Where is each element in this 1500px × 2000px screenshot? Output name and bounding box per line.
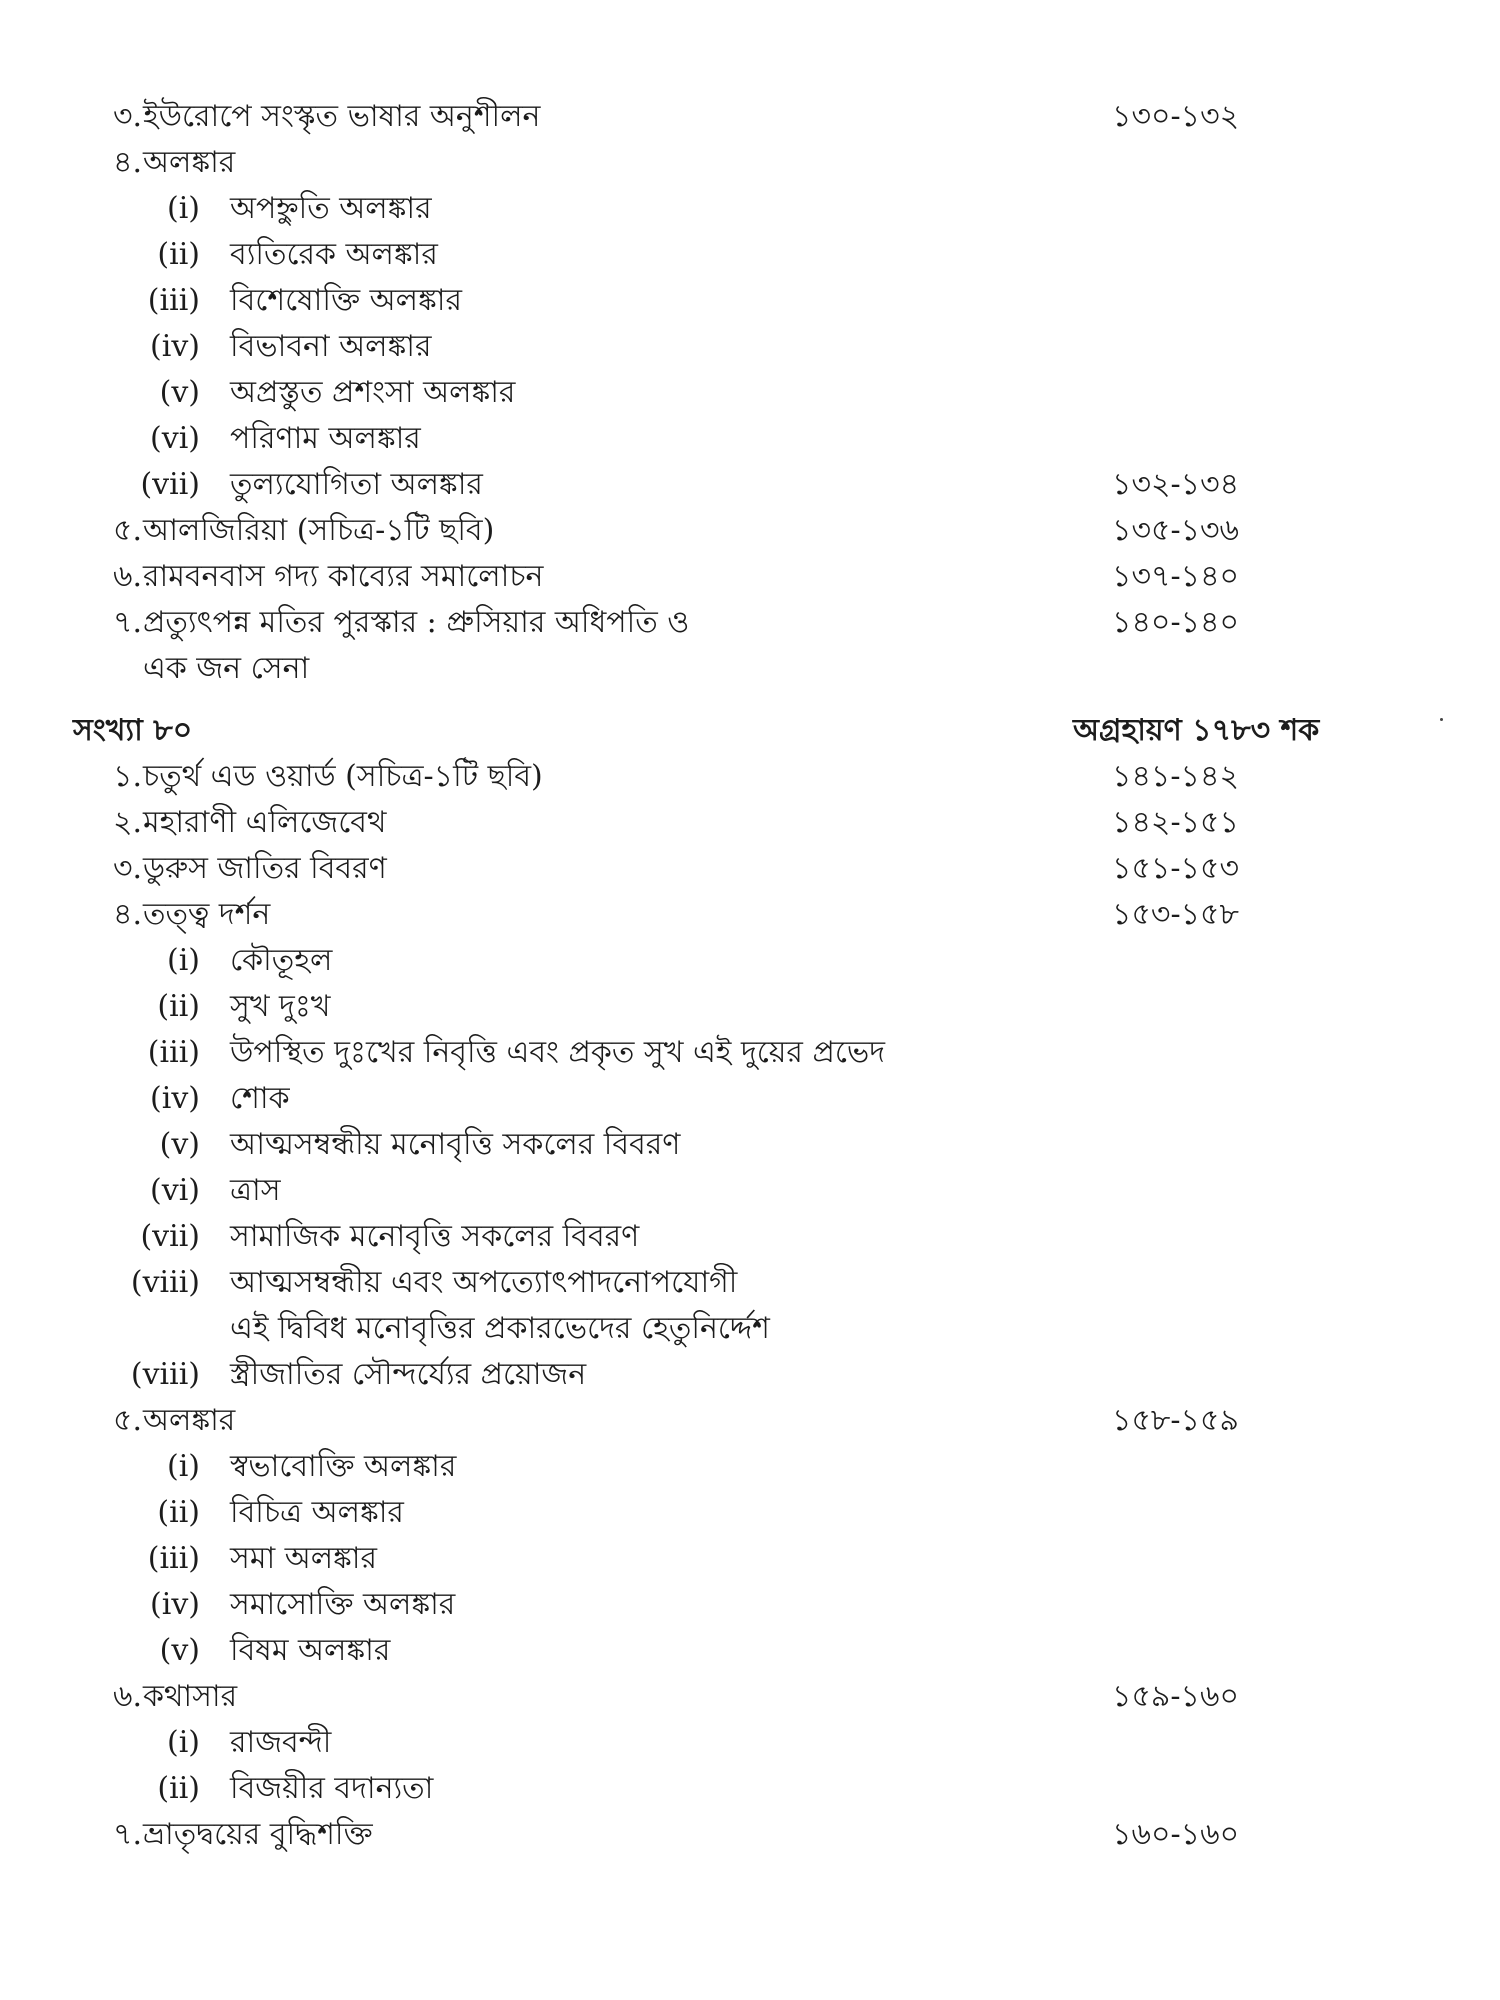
subentry-title: ত্রাস [230, 1173, 281, 1208]
toc-subentry [0, 984, 1500, 1030]
subentry-title: সমা অলঙ্কার [230, 1541, 378, 1576]
subentry-title: কৌতূহল [230, 943, 333, 978]
toc-subentry [0, 1628, 1500, 1674]
toc-entry [0, 600, 1500, 646]
toc-subentry [0, 1352, 1500, 1398]
entry-number: ৩. [113, 851, 143, 886]
toc-subentry [0, 186, 1500, 232]
toc-subentry [0, 370, 1500, 416]
subentry-numeral: (ii) [157, 1771, 200, 1806]
entry-pages: ১৪১-১৪২ [1112, 759, 1239, 794]
toc-entry [0, 1398, 1500, 1444]
toc-entry [0, 94, 1500, 140]
subentry-numeral: (ii) [157, 237, 200, 272]
entry-title: ভ্রাতৃদ্বয়ের বুদ্ধিশক্তি [143, 1817, 373, 1852]
entry-pages: ১৫৩-১৫৮ [1112, 897, 1239, 932]
entry-pages: ১৩৭-১৪০ [1112, 559, 1240, 594]
subentry-numeral: (i) [166, 943, 200, 978]
subentry-numeral: (v) [159, 375, 200, 410]
subentry-numeral: (iv) [150, 1081, 200, 1116]
toc-entry [0, 800, 1500, 846]
toc-entry-continuation [0, 646, 1500, 692]
entry-number: ৫. [113, 1403, 143, 1438]
print-speck [1440, 718, 1443, 721]
subentry-numeral: (viii) [130, 1357, 200, 1392]
entry-title: ডুরুস জাতির বিবরণ [143, 851, 387, 886]
toc-entry [0, 754, 1500, 800]
subentry-numeral: (iii) [147, 283, 200, 318]
entry-number: ৬. [113, 1679, 143, 1714]
entry-pages: ১৬০-১৬০ [1112, 1817, 1240, 1852]
toc-entry [0, 1674, 1500, 1720]
entry-pages: ১৩৫-১৩৬ [1112, 513, 1240, 548]
toc-subentry [0, 1168, 1500, 1214]
entry-number: ৪. [113, 897, 143, 932]
entry-title: অলঙ্কার [143, 1403, 236, 1438]
entry-pages: ১৪০-১৪০ [1112, 605, 1240, 640]
toc-subentry [0, 324, 1500, 370]
subentry-numeral: (v) [159, 1127, 200, 1162]
toc-subentry [0, 1720, 1500, 1766]
entry-title: তত্ত্ব দর্শন [143, 897, 271, 932]
entry-number: ১. [113, 759, 143, 794]
subentry-title: স্বভাবোক্তি অলঙ্কার [230, 1449, 457, 1484]
entry-title: প্রত্যুৎপন্ন মতির পুরস্কার : প্রুসিয়ার অধিপতি ও [143, 605, 690, 640]
subentry-numeral: (i) [166, 191, 200, 226]
subentry-title: উপস্থিত দুঃখের নিবৃত্তি এবং প্রকৃত সুখ এই দুয়ের প্রভেদ [230, 1035, 886, 1070]
entry-title: ইউরোপে সংস্কৃত ভাষার অনুশীলন [143, 99, 541, 134]
toc-subentry [0, 1076, 1500, 1122]
toc-entry [0, 892, 1500, 938]
entry-number: ৩. [113, 99, 143, 134]
toc-entry [0, 140, 1500, 186]
subentry-title: আত্মসম্বন্ধীয় এবং অপত্যোৎপাদনোপযোগী [230, 1265, 738, 1300]
entry-title: চতুর্থ এড ওয়ার্ড (সচিত্র-১টি ছবি) [143, 759, 543, 794]
entry-title: কথাসার [143, 1679, 238, 1714]
entry-title-continued: এক জন সেনা [143, 651, 310, 686]
subentry-numeral: (ii) [157, 1495, 200, 1530]
subentry-title: বিজয়ীর বদান্যতা [230, 1771, 434, 1806]
subentry-title: বিষম অলঙ্কার [230, 1633, 391, 1668]
subentry-title: শোক [230, 1081, 290, 1116]
subentry-numeral: (iv) [150, 1587, 200, 1622]
subentry-numeral: (vii) [140, 467, 200, 502]
entry-pages: ১৩০-১৩২ [1112, 99, 1240, 134]
entry-pages: ১৫৮-১৫৯ [1112, 1403, 1239, 1438]
entry-title: মহারাণী এলিজেবেথ [143, 805, 387, 840]
toc-subentry [0, 462, 1500, 508]
issue-date: অগ্রহায়ণ ১৭৮৩ শক [1073, 713, 1320, 748]
subentry-numeral: (v) [159, 1633, 200, 1668]
subentry-title-continued: এই দ্বিবিধ মনোবৃত্তির প্রকারভেদের হেতুনির্দ্দেশ [230, 1311, 770, 1346]
subentry-numeral: (iv) [150, 329, 200, 364]
subentry-numeral: (vi) [150, 1173, 200, 1208]
subentry-numeral: (iii) [147, 1035, 200, 1070]
subentry-title: পরিণাম অলঙ্কার [230, 421, 421, 456]
entry-pages: ১৫১-১৫৩ [1112, 851, 1239, 886]
entry-pages: ১৫৯-১৬০ [1112, 1679, 1240, 1714]
subentry-title: ব্যতিরেক অলঙ্কার [230, 237, 438, 272]
toc-entry [0, 508, 1500, 554]
toc-subentry [0, 416, 1500, 462]
entry-title: রামবনবাস গদ্য কাব্যের সমালোচন [143, 559, 544, 594]
toc-entry [0, 846, 1500, 892]
subentry-title: সুখ দুঃখ [230, 989, 331, 1024]
entry-number: ৭. [113, 605, 143, 640]
entry-number: ৪. [113, 145, 143, 180]
subentry-numeral: (iii) [147, 1541, 200, 1576]
toc-subentry [0, 938, 1500, 984]
toc-subentry [0, 1122, 1500, 1168]
subentry-title: অপহ্নুতি অলঙ্কার [230, 191, 432, 226]
entry-title: অলঙ্কার [143, 145, 236, 180]
toc-subentry [0, 1582, 1500, 1628]
entry-number: ২. [113, 805, 143, 840]
toc-subentry [0, 1030, 1500, 1076]
toc-subentry [0, 1214, 1500, 1260]
subentry-title: তুল্যযোগিতা অলঙ্কার [230, 467, 483, 502]
entry-number: ৭. [113, 1817, 143, 1852]
toc-subentry [0, 1444, 1500, 1490]
entry-pages: ১৩২-১৩৪ [1112, 467, 1240, 502]
toc-subentry [0, 1490, 1500, 1536]
toc-subentry [0, 1260, 1500, 1306]
subentry-title: আত্মসম্বন্ধীয় মনোবৃত্তি সকলের বিবরণ [230, 1127, 681, 1162]
toc-subentry [0, 1766, 1500, 1812]
subentry-title: বিশেষোক্তি অলঙ্কার [230, 283, 462, 318]
subentry-title: রাজবন্দী [230, 1725, 332, 1760]
subentry-numeral: (ii) [157, 989, 200, 1024]
toc-subentry [0, 1536, 1500, 1582]
entry-pages: ১৪২-১৫১ [1112, 805, 1239, 840]
toc-subentry-continuation [0, 1306, 1500, 1352]
subentry-title: সমাসোক্তি অলঙ্কার [230, 1587, 456, 1622]
subentry-numeral: (i) [166, 1449, 200, 1484]
toc-subentry [0, 232, 1500, 278]
subentry-numeral: (i) [166, 1725, 200, 1760]
subentry-title: বিভাবনা অলঙ্কার [230, 329, 432, 364]
subentry-numeral: (vii) [140, 1219, 200, 1254]
toc-entry [0, 554, 1500, 600]
entry-number: ৫. [113, 513, 143, 548]
subentry-numeral: (vi) [150, 421, 200, 456]
subentry-numeral: (viii) [130, 1265, 200, 1300]
subentry-title: বিচিত্র অলঙ্কার [230, 1495, 404, 1530]
issue-heading [0, 708, 1500, 754]
entry-number: ৬. [113, 559, 143, 594]
subentry-title: অপ্রস্তুত প্রশংসা অলঙ্কার [230, 375, 516, 410]
entry-title: আলজিরিয়া (সচিত্র-১টি ছবি) [143, 513, 495, 548]
toc-entry [0, 1812, 1500, 1858]
subentry-title: সামাজিক মনোবৃত্তি সকলের বিবরণ [230, 1219, 640, 1254]
toc-subentry [0, 278, 1500, 324]
issue-number: সংখ্যা ৮০ [73, 713, 193, 748]
subentry-title: স্ত্রীজাতির সৌন্দর্য্যের প্রয়োজন [230, 1357, 587, 1392]
